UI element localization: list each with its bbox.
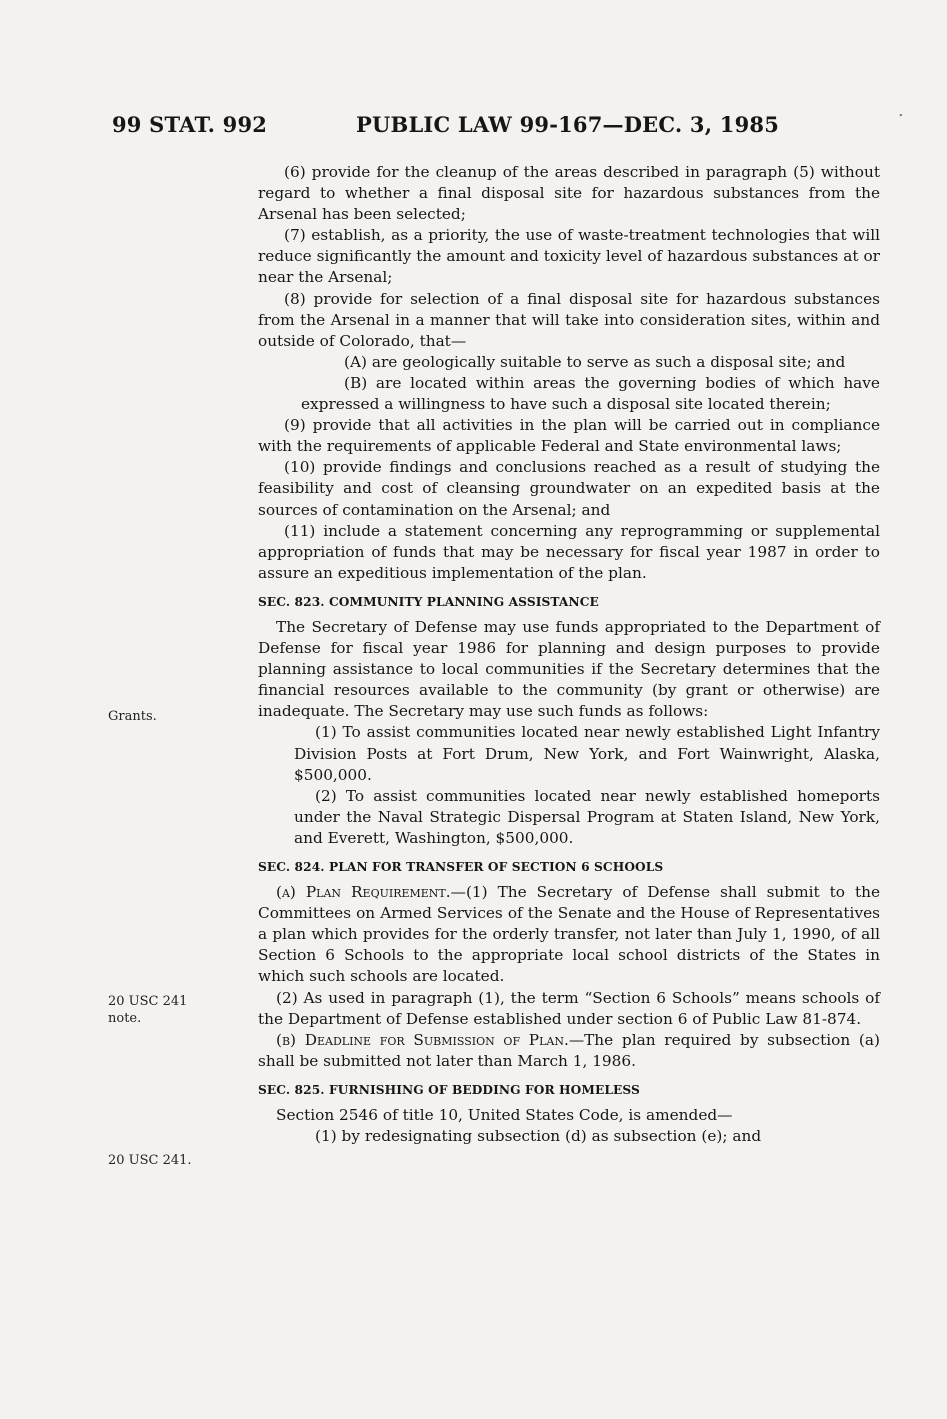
paragraph-7: (7) establish, as a priority, the use of waste-treatment technologies that will reduce significantly the amount and toxicity level of hazardous substances at or near the Arsenal;	[258, 226, 880, 287]
paragraph-6: (6) provide for the cleanup of the areas described in paragraph (5) without regard to whether a final disposal site for hazardous substances from the Arsenal has been selected;	[258, 163, 880, 224]
margin-note-usc-241: 20 USC 241.	[108, 1153, 192, 1168]
margin-note-grants: Grants.	[108, 709, 157, 724]
paragraph-8: (8) provide for selection of a final disposal site for hazardous substances from the Arsenal in a manner that will take into consideration sites, within and outside of Colorado, that—	[258, 289, 880, 350]
page-header	[112, 112, 912, 152]
statute-page-number: 99 STAT. 992	[112, 112, 268, 137]
section-825-text: Section 2546 of title 10, United States Code, is amended—	[276, 1106, 733, 1125]
section-825-heading: SEC. 825. FURNISHING OF BEDDING FOR HOMELESS	[258, 1082, 640, 1097]
section-824-b-text: —The plan required by subsection (a) shall be submitted not later than March 1, 1986.	[258, 1030, 880, 1070]
margin-note-note-line: note.	[108, 1011, 142, 1026]
subparagraph-b: (B) are located within areas the governing bodies of which have expressed a willingness to have such a disposal site located therein;	[301, 373, 880, 414]
section-823-item-2-text: (2) To assist communities located near newly established homeports under the Naval Strategic Dispersal Program at Staten Island, New York, and Everett, Washington, $500,000.	[294, 786, 880, 847]
section-824-b	[258, 1030, 880, 1072]
section-823-item-1-text: (1) To assist communities located near newly established Light Infantry Division Posts at Fort Drum, New York, and Fort Wainwright, Alaska, $500,000.	[294, 723, 880, 784]
section-824-a-text: —(1) The Secretary of Defense shall submit to the Committees on Armed Services of the Senate and the House of Representatives a plan which provides for the orderly transfer, not later than July 1, 1990, of all Section 6 Schools to the appropriate local school districts of the States in which such schools are located.	[258, 883, 880, 986]
section-824-b-heading: (b) Deadline for Submission of Plan.	[276, 1030, 569, 1049]
paragraph-9: (9) provide that all activities in the plan will be carried out in compliance with the requirements of applicable Federal and State environmental laws;	[258, 416, 880, 456]
section-825-item-1: (1) by redesignating subsection (d) as subsection (e); and	[315, 1127, 762, 1146]
section-824-a-heading: (a) Plan Requirement.	[276, 883, 451, 902]
public-law-title: PUBLIC LAW 99-167—DEC. 3, 1985	[356, 112, 780, 137]
section-823-heading: SEC. 823. COMMUNITY PLANNING ASSISTANCE	[258, 594, 599, 609]
margin-note-usc-241-note	[108, 993, 187, 1027]
section-824-a-2: (2) As used in paragraph (1), the term “Section 6 Schools” means schools of the Department of Defense established under section 6 of Public Law 81-874.	[258, 988, 880, 1028]
section-823-item-2	[258, 786, 880, 849]
section-824-a	[258, 882, 880, 987]
paragraph-11: (11) include a statement concerning any reprogramming or supplemental appropriation of funds that may be necessary for fiscal year 1987 in order to assure an expeditious implementation of the plan.	[258, 521, 880, 582]
subparagraph-a: (A) are geologically suitable to serve as such a disposal site; and	[344, 352, 846, 371]
section-823-item-1	[258, 722, 880, 785]
paragraph-10: (10) provide findings and conclusions reached as a result of studying the feasibility and cost of cleansing groundwater on an expedited basis at the sources of contamination on the Arsenal; and	[258, 458, 880, 519]
document-body	[258, 162, 880, 1147]
pencil-mark: .	[898, 100, 904, 121]
section-823-text: The Secretary of Defense may use funds appropriated to the Department of Defense for fiscal year 1986 for planning and design purposes to provide planning assistance to local communities if the Secretary determines that the financial resources available to the community (by grant or otherwise) are inadequate. The Secretary may use such funds as follows:	[258, 617, 880, 721]
margin-note-usc-line: 20 USC 241	[108, 994, 188, 1009]
section-824-heading: SEC. 824. PLAN FOR TRANSFER OF SECTION 6 SCHOOLS	[258, 860, 664, 874]
